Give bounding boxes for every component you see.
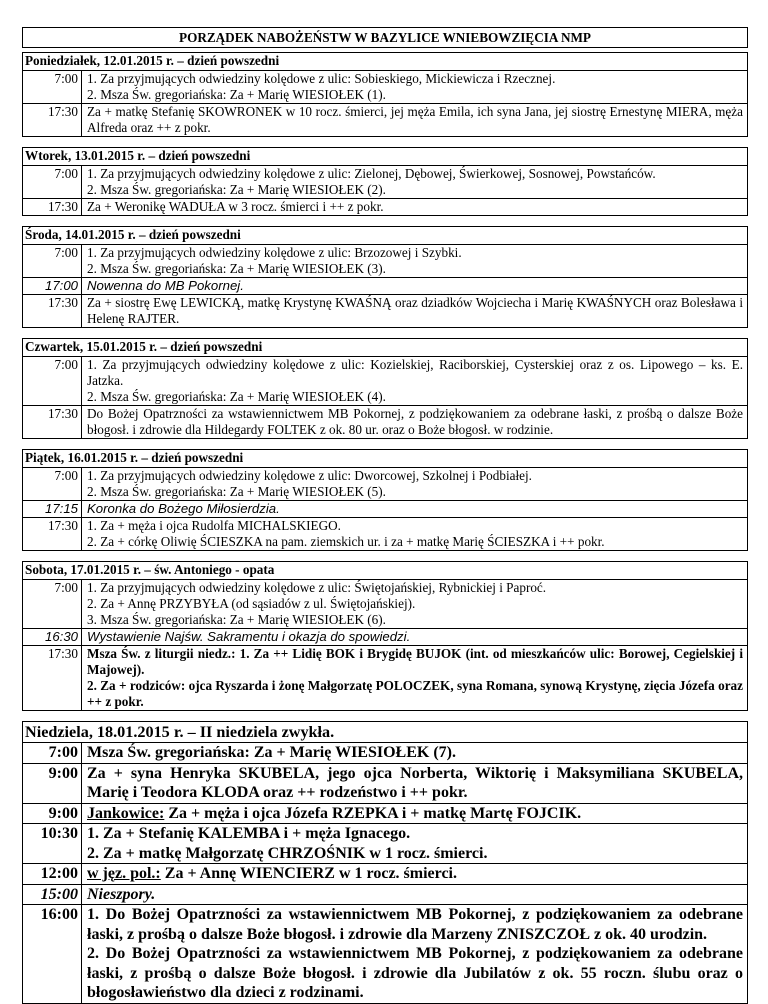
mass-row xyxy=(23,646,747,711)
intention-line: Nowenna do MB Pokornej. xyxy=(87,278,244,293)
day-block xyxy=(22,52,748,137)
mass-row xyxy=(23,104,747,137)
mass-table xyxy=(23,244,747,327)
mass-time: 17:30 xyxy=(23,406,82,439)
intention-line: 1. Za przyjmujących odwiedziny kolędowe z ulic: Zielonej, Dębowej, Świerkowej, Sosnowej, Powstańców. xyxy=(87,166,656,181)
day-block xyxy=(22,449,748,551)
intention-line: Za + syna Henryka SKUBELA, jego ojca Norberta, Wiktorię i Maksymiliana SKUBELA, Marię i Teodora KLODA oraz ++ rodzeństwo i ++ pokr. xyxy=(87,764,743,801)
mass-time: 15:00 xyxy=(23,884,82,905)
day-header: Sobota, 17.01.2015 r. – św. Antoniego - opata xyxy=(23,561,747,579)
mass-row xyxy=(23,199,747,216)
mass-row xyxy=(23,245,747,278)
intention-line: 1. Za przyjmujących odwiedziny kolędowe z ulic: Kozielskiej, Raciborskiej, Cysterskiej oraz z os. Lipowego – ks. E. Jatzka. xyxy=(87,357,743,388)
intention-line: Jankowice: Za + męża i ojca Józefa RZEPKA i + matkę Martę FOJCIK. xyxy=(87,804,582,822)
intention-line: 2. Msza Św. gregoriańska: Za + Marię WIESIOŁEK (5). xyxy=(87,484,386,499)
mass-row xyxy=(23,71,747,104)
mass-table xyxy=(23,70,747,136)
location-prefix: w jęz. pol.: xyxy=(87,865,161,882)
intention-line: Za + siostrę Ewę LEWICKĄ, matkę Krystynę KWAŚNĄ oraz dziadków Wojciecha i Marię KWAŚNYCH oraz Bolesława i Helenę RAJTER. xyxy=(87,295,743,326)
mass-intention xyxy=(82,199,748,216)
mass-row xyxy=(23,864,747,885)
mass-row xyxy=(23,518,747,551)
mass-time: 7:00 xyxy=(23,245,82,278)
intention-line: Za + matkę Stefanię SKOWRONEK w 10 rocz. śmierci, jej męża Emila, ich syna Jana, jej siostrę Ernestynę MIERA, męża Alfreda oraz ++ z pokr. xyxy=(87,104,743,135)
mass-time: 17:15 xyxy=(23,501,82,518)
mass-row xyxy=(23,501,747,518)
mass-time: 12:00 xyxy=(23,864,82,885)
mass-time: 9:00 xyxy=(23,803,82,824)
mass-row xyxy=(23,803,747,824)
day-block xyxy=(22,338,748,439)
mass-row xyxy=(23,824,747,864)
mass-time: 17:30 xyxy=(23,295,82,328)
mass-time: 7:00 xyxy=(23,71,82,104)
intention-line: 1. Za + męża i ojca Rudolfa MICHALSKIEGO. xyxy=(87,518,341,533)
mass-row xyxy=(23,468,747,501)
mass-time: 17:00 xyxy=(23,278,82,295)
mass-intention xyxy=(82,646,748,711)
mass-time: 7:00 xyxy=(23,166,82,199)
mass-time: 7:00 xyxy=(23,580,82,629)
mass-row xyxy=(23,166,747,199)
mass-intention xyxy=(82,743,748,764)
mass-intention xyxy=(82,580,748,629)
day-header: Czwartek, 15.01.2015 r. – dzień powszedni xyxy=(23,338,747,356)
day-block xyxy=(22,226,748,328)
mass-row xyxy=(23,278,747,295)
mass-intention xyxy=(82,278,748,295)
day-header: Piątek, 16.01.2015 r. – dzień powszedni xyxy=(23,449,747,467)
mass-time: 7:00 xyxy=(23,468,82,501)
mass-intention xyxy=(82,166,748,199)
intention-line: Nieszpory. xyxy=(87,885,156,903)
intention-line: w jęz. pol.: Za + Annę WIENCIERZ w 1 rocz. śmierci. xyxy=(87,865,457,882)
intention-line: 2. Msza Św. gregoriańska: Za + Marię WIESIOŁEK (1). xyxy=(87,87,386,102)
intention-line: 2. Msza Św. gregoriańska: Za + Marię WIESIOŁEK (2). xyxy=(87,182,386,197)
mass-row xyxy=(23,406,747,439)
sunday-schedule xyxy=(22,721,748,1004)
schedule-page xyxy=(22,27,748,1004)
mass-row xyxy=(23,884,747,905)
mass-intention xyxy=(82,905,748,1003)
mass-intention xyxy=(82,295,748,328)
mass-time: 7:00 xyxy=(23,743,82,764)
mass-time: 17:30 xyxy=(23,518,82,551)
mass-intention xyxy=(82,629,748,646)
day-header: Niedziela, 18.01.2015 r. – II niedziela zwykła. xyxy=(23,721,747,742)
mass-time: 17:30 xyxy=(23,104,82,137)
intention-line: 2. Za + rodziców: ojca Ryszarda i żonę Małgorzatę POLOCZEK, syna Romana, synową Krystynę, zięcia Józefa oraz ++ z pokr. xyxy=(87,678,743,709)
intention-line: Koronka do Bożego Miłosierdzia. xyxy=(87,501,280,516)
mass-table xyxy=(23,467,747,550)
intention-line: Za + Weronikę WADUŁA w 3 rocz. śmierci i ++ z pokr. xyxy=(87,199,384,214)
mass-row xyxy=(23,295,747,328)
mass-intention xyxy=(82,763,748,803)
mass-intention xyxy=(82,406,748,439)
intention-line: 2. Do Bożej Opatrzności za wstawiennictwem MB Pokornej, z podziękowaniem za odebrane łaski, z prośbą o dalsze Boże błogosł. i zdrowie dla Jubilatów z ok. 55 roczn. ślubu oraz o błogosławieństwo dla dzieci z rodzinami. xyxy=(87,945,743,1001)
mass-intention xyxy=(82,824,748,864)
mass-row xyxy=(23,357,747,406)
intention-line: 2. Za + matkę Małgorzatę CHRZOŚNIK w 1 rocz. śmierci. xyxy=(87,844,488,862)
mass-intention xyxy=(82,245,748,278)
mass-intention xyxy=(82,518,748,551)
mass-row xyxy=(23,629,747,646)
intention-line: 1. Za przyjmujących odwiedziny kolędowe z ulic: Sobieskiego, Mickiewicza i Rzecznej. xyxy=(87,71,556,86)
intention-line: 3. Msza Św. gregoriańska: Za + Marię WIESIOŁEK (6). xyxy=(87,612,386,627)
mass-time: 9:00 xyxy=(23,763,82,803)
mass-row xyxy=(23,763,747,803)
day-block xyxy=(22,147,748,216)
mass-row xyxy=(23,580,747,629)
mass-intention xyxy=(82,104,748,137)
intention-line: 2. Za + Annę PRZYBYŁA (od sąsiadów z ul. Świętojańskiej). xyxy=(87,596,416,611)
mass-time: 17:30 xyxy=(23,199,82,216)
mass-intention xyxy=(82,71,748,104)
page-title: PORZĄDEK NABOŻEŃSTW W BAZYLICE WNIEBOWZIĘCIA NMP xyxy=(22,27,748,48)
mass-table xyxy=(23,165,747,215)
intention-line: 1. Do Bożej Opatrzności za wstawiennictwem MB Pokornej, z podziękowaniem za odebrane łaski, z prośbą o dalsze Boże błogosł. i zdrowie dla Marzeny ZNISZCZOŁ z ok. 40 urodzin. xyxy=(87,906,743,943)
day-header: Poniedziałek, 12.01.2015 r. – dzień powszedni xyxy=(23,52,747,70)
intention-line: 1. Za przyjmujących odwiedziny kolędowe z ulic: Brzozowej i Szybki. xyxy=(87,245,462,260)
mass-table xyxy=(23,579,747,710)
intention-line: 2. Msza Św. gregoriańska: Za + Marię WIESIOŁEK (3). xyxy=(87,261,386,276)
mass-intention xyxy=(82,864,748,885)
day-block xyxy=(22,561,748,711)
intention-line: Msza Św. z liturgii niedz.: 1. Za ++ Lidię BOK i Brygidę BUJOK (int. od mieszkańców ulic: Borowej, Cegielskiej i Majowej). xyxy=(87,646,743,677)
intention-line: Wystawienie Najśw. Sakramentu i okazja do spowiedzi. xyxy=(87,629,411,644)
intention-line: 2. Za + córkę Oliwię ŚCIESZKA na pam. ziemskich ur. i za + matkę Marię ŚCIESZKA i ++ pokr. xyxy=(87,534,605,549)
mass-row xyxy=(23,743,747,764)
day-header: Wtorek, 13.01.2015 r. – dzień powszedni xyxy=(23,147,747,165)
location-prefix: Jankowice: xyxy=(87,804,165,822)
intention-line: Msza Św. gregoriańska: Za + Marię WIESIOŁEK (7). xyxy=(87,744,456,761)
mass-time: 16:30 xyxy=(23,629,82,646)
intention-line: 2. Msza Św. gregoriańska: Za + Marię WIESIOŁEK (4). xyxy=(87,389,386,404)
mass-intention xyxy=(82,357,748,406)
intention-line: 1. Za przyjmujących odwiedziny kolędowe z ulic: Dworcowej, Szkolnej i Podbiałej. xyxy=(87,468,532,483)
weekday-schedule xyxy=(22,52,748,711)
mass-intention xyxy=(82,501,748,518)
mass-row xyxy=(23,905,747,1003)
mass-time: 17:30 xyxy=(23,646,82,711)
mass-time: 16:00 xyxy=(23,905,82,1003)
mass-intention xyxy=(82,468,748,501)
intention-line: Do Bożej Opatrzności za wstawiennictwem MB Pokornej, z podziękowaniem za odebrane łaski, z prośbą o dalsze Boże błogosł. i zdrowie dla Hildegardy FOLTEK z ok. 80 ur. oraz o Boże błogosł. w rodzinie. xyxy=(87,406,743,437)
mass-time: 10:30 xyxy=(23,824,82,864)
intention-line: 1. Za przyjmujących odwiedziny kolędowe z ulic: Świętojańskiej, Rybnickiej i Paproć. xyxy=(87,580,547,595)
mass-time: 7:00 xyxy=(23,357,82,406)
mass-table xyxy=(23,742,747,1003)
intention-line: 1. Za + Stefanię KALEMBA i + męża Ignacego. xyxy=(87,825,411,842)
mass-table xyxy=(23,356,747,438)
mass-intention xyxy=(82,884,748,905)
mass-intention xyxy=(82,803,748,824)
day-header: Środa, 14.01.2015 r. – dzień powszedni xyxy=(23,226,747,244)
